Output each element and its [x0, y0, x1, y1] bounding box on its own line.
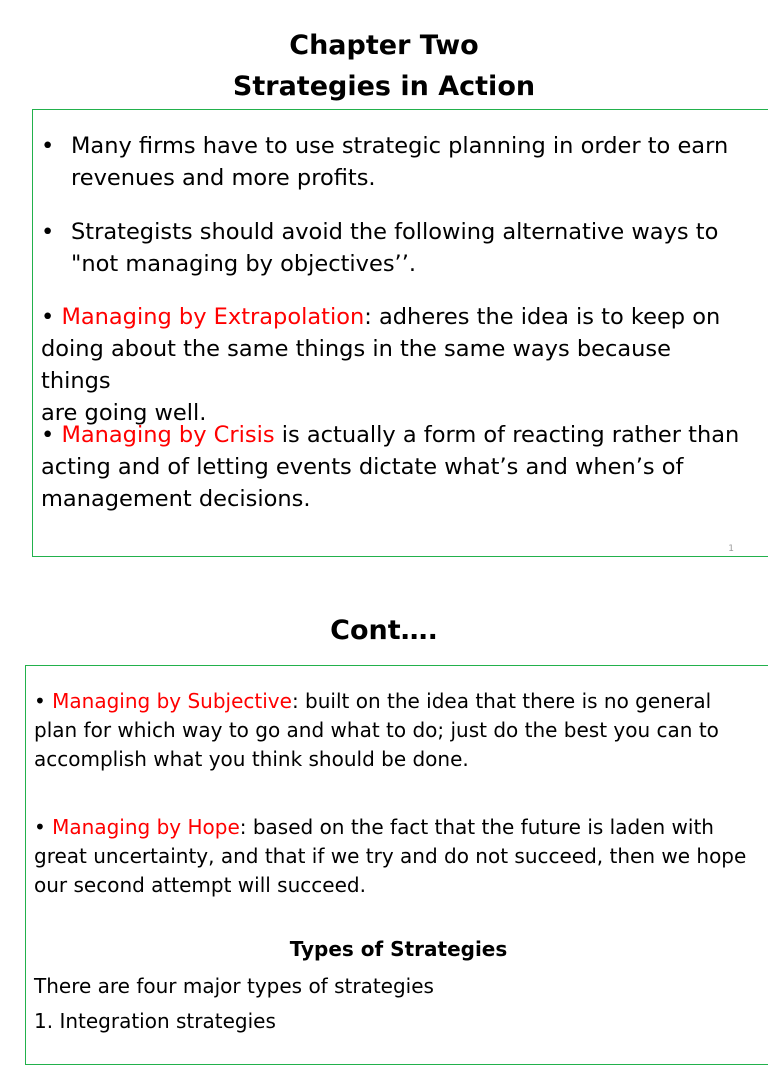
slide-1-content-box [32, 109, 768, 557]
bullet-line: Strategists should avoid the following alternative ways to [71, 219, 719, 245]
chapter-title: Chapter Two [289, 30, 479, 61]
paragraph-line: are going well. [41, 400, 207, 426]
paragraph-line: plan for which way to go and what to do; just do the best you can to [34, 718, 719, 742]
term-crisis: Managing by Crisis [61, 422, 275, 448]
bullet-line: "not managing by objectives’’. [71, 251, 417, 277]
paragraph-line: accomplish what you think should be done. [34, 747, 469, 771]
paragraph-text: : built on the idea that there is no general [291, 689, 712, 713]
bullet-marker: • [41, 133, 55, 159]
chapter-subtitle: Strategies in Action [232, 71, 536, 102]
paragraph-line: doing about the same things in the same ways because things [41, 336, 671, 394]
slide-page-number: 1 [728, 544, 734, 554]
paragraph-text: is actually a form of reacting rather than [274, 422, 740, 448]
paragraph-line: management decisions. [41, 486, 311, 512]
paragraph-line [41, 301, 741, 333]
types-heading: Types of Strategies [289, 937, 508, 961]
paragraph-line: acting and of letting events dictate what’s and when’s of [41, 454, 684, 480]
paragraph-line [34, 813, 754, 842]
bullet-marker: • [41, 422, 55, 448]
term-hope: Managing by Hope [52, 815, 240, 839]
paragraph-line: great uncertainty, and that if we try and do not succeed, then we hope [34, 844, 747, 868]
paragraph-line [34, 687, 754, 716]
paragraph-line: our second attempt will succeed. [34, 873, 366, 897]
bullet-text [71, 130, 728, 194]
bullet-line: revenues and more profits. [71, 165, 376, 191]
bullet-line: Many firms have to use strategic planning in order to earn [71, 133, 729, 159]
list-item-1: 1. Integration strategies [34, 1009, 276, 1033]
term-extrapolation: Managing by Extrapolation [61, 304, 365, 330]
types-intro: There are four major types of strategies [34, 974, 434, 998]
paragraph-line [41, 419, 741, 451]
hope-paragraph [34, 813, 754, 900]
bullet-marker: • [34, 689, 46, 713]
slide-2-content-box [25, 665, 768, 1065]
subjective-paragraph [34, 687, 754, 774]
extrapolation-paragraph [41, 301, 741, 429]
bullet-marker: • [41, 304, 55, 330]
paragraph-text: : based on the fact that the future is laden with [239, 815, 714, 839]
paragraph-text: : adheres the idea is to keep on [364, 304, 721, 330]
crisis-paragraph [41, 419, 741, 515]
bullet-text [71, 216, 718, 280]
term-subjective: Managing by Subjective [52, 689, 292, 713]
bullet-marker: • [41, 219, 55, 245]
bullet-marker: • [34, 815, 46, 839]
cont-title: Cont…. [330, 615, 438, 646]
